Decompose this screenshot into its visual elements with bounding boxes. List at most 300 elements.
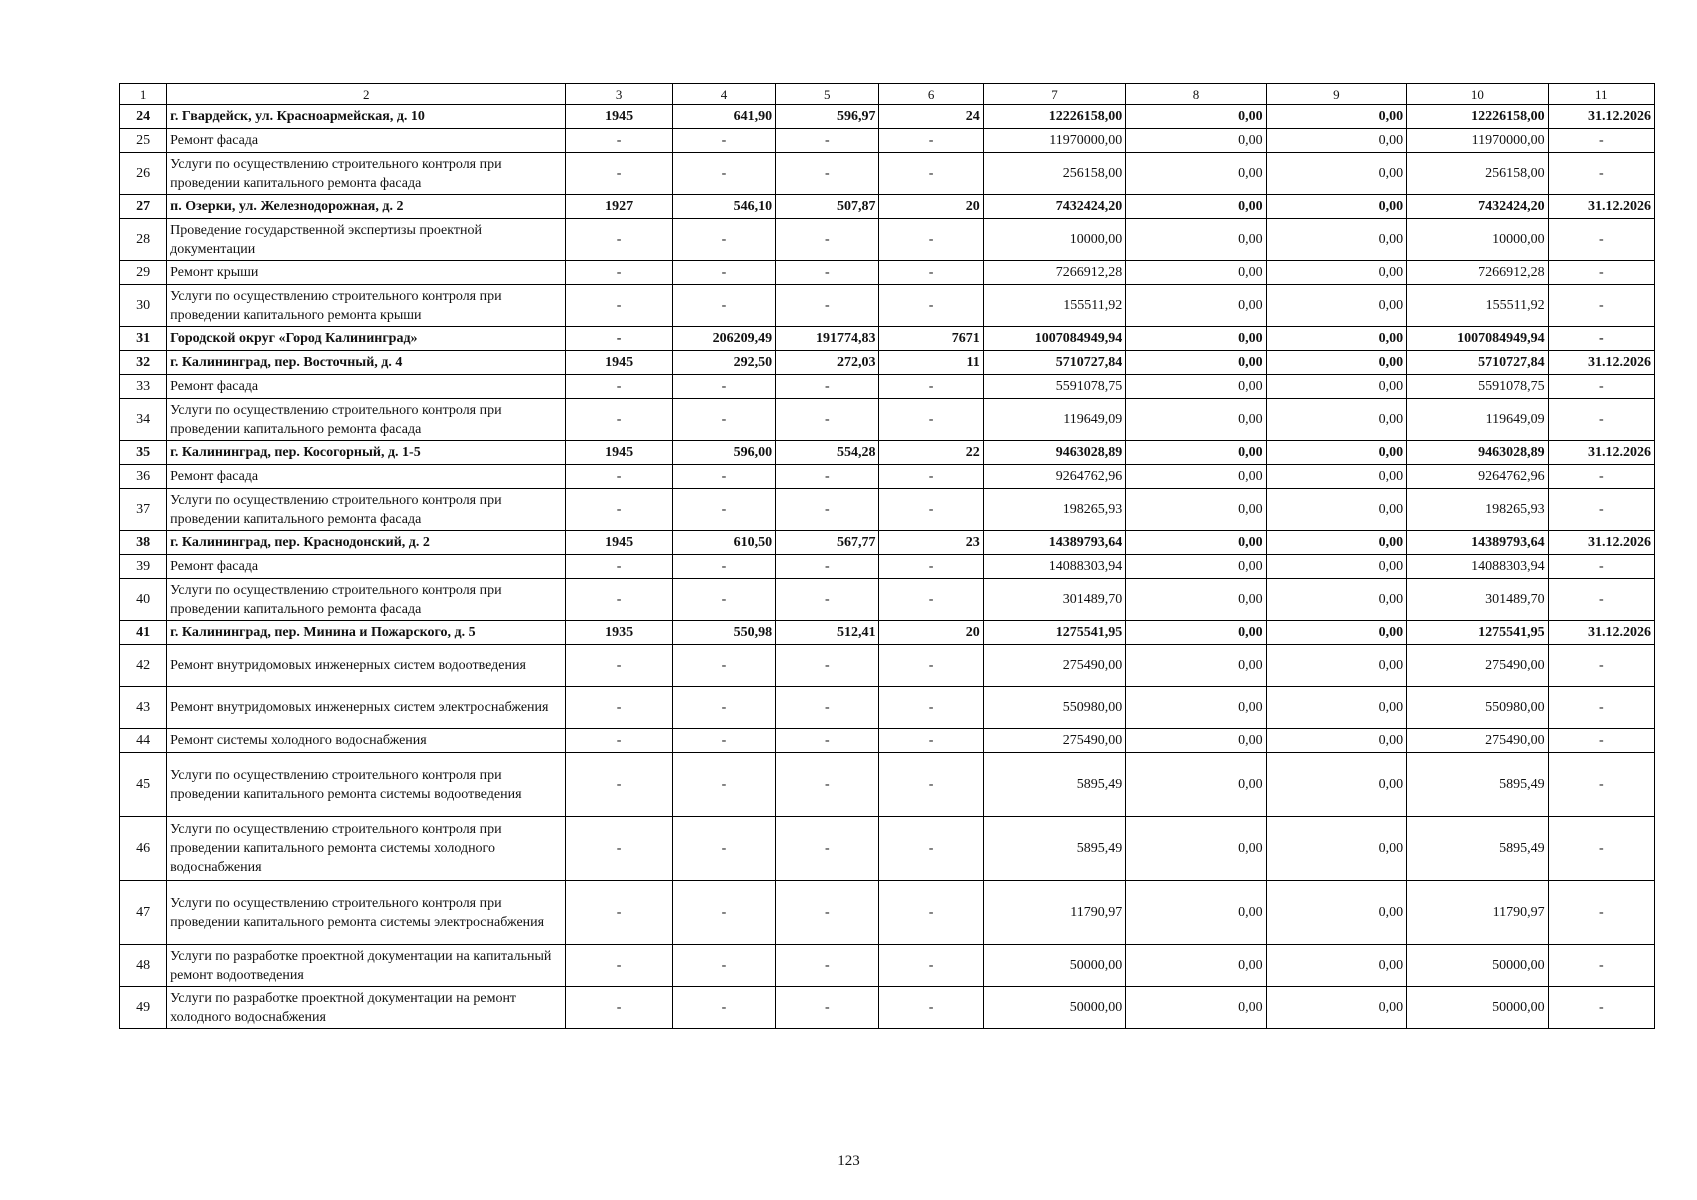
cost-col9-cell: 0,00	[1266, 195, 1406, 219]
row-number-cell: 44	[120, 729, 167, 753]
cost-col8-cell: 0,00	[1126, 945, 1266, 987]
living-area-cell: -	[776, 645, 879, 687]
row-number-cell: 30	[120, 285, 167, 327]
object-name-cell: Услуги по осуществлению строительного контроля при проведении капитального ремонта крыши	[167, 285, 566, 327]
residents-cell: 11	[879, 351, 983, 375]
object-name-cell: Услуги по осуществлению строительного контроля при проведении капитального ремонта фасада	[167, 579, 566, 621]
cost-col8-cell: 0,00	[1126, 153, 1266, 195]
cost-col9-cell: 0,00	[1266, 153, 1406, 195]
year-cell: -	[566, 817, 672, 881]
total-area-cell: -	[672, 687, 775, 729]
cost-col9-cell: 0,00	[1266, 753, 1406, 817]
table-row	[120, 729, 1655, 753]
total-cost-cell: 1275541,95	[983, 621, 1125, 645]
cost-col8-cell: 0,00	[1126, 729, 1266, 753]
total-cost-cell: 9463028,89	[983, 441, 1125, 465]
repair-program-table	[119, 83, 1655, 1029]
header-cell: 10	[1407, 84, 1548, 105]
object-name-cell: Услуги по разработке проектной документации на ремонт холодного водоснабжения	[167, 987, 566, 1029]
header-cell: 6	[879, 84, 983, 105]
cost-col10-cell: 155511,92	[1407, 285, 1548, 327]
table-row	[120, 579, 1655, 621]
total-cost-cell: 50000,00	[983, 987, 1125, 1029]
deadline-cell: -	[1548, 555, 1654, 579]
cost-col10-cell: 12226158,00	[1407, 105, 1548, 129]
total-cost-cell: 14389793,64	[983, 531, 1125, 555]
residents-cell: -	[879, 465, 983, 489]
deadline-cell: -	[1548, 399, 1654, 441]
total-area-cell: -	[672, 375, 775, 399]
total-cost-cell: 5710727,84	[983, 351, 1125, 375]
living-area-cell: -	[776, 817, 879, 881]
residents-cell: -	[879, 399, 983, 441]
residents-cell: -	[879, 753, 983, 817]
living-area-cell: -	[776, 881, 879, 945]
cost-col10-cell: 256158,00	[1407, 153, 1548, 195]
cost-col8-cell: 0,00	[1126, 441, 1266, 465]
table-row	[120, 195, 1655, 219]
cost-col9-cell: 0,00	[1266, 327, 1406, 351]
total-area-cell: 610,50	[672, 531, 775, 555]
row-number-cell: 43	[120, 687, 167, 729]
living-area-cell: -	[776, 987, 879, 1029]
residents-cell: -	[879, 285, 983, 327]
object-name-cell: Услуги по осуществлению строительного контроля при проведении капитального ремонта системы водоотведения	[167, 753, 566, 817]
table-row	[120, 531, 1655, 555]
row-number-cell: 49	[120, 987, 167, 1029]
table-row	[120, 881, 1655, 945]
header-cell: 5	[776, 84, 879, 105]
year-cell: -	[566, 729, 672, 753]
deadline-cell: -	[1548, 129, 1654, 153]
year-cell: -	[566, 987, 672, 1029]
total-area-cell: -	[672, 987, 775, 1029]
year-cell: -	[566, 399, 672, 441]
deadline-cell: -	[1548, 489, 1654, 531]
residents-cell: 7671	[879, 327, 983, 351]
object-name-cell: Проведение государственной экспертизы проектной документации	[167, 219, 566, 261]
cost-col10-cell: 5591078,75	[1407, 375, 1548, 399]
object-name-cell: Услуги по разработке проектной документации на капитальный ремонт водоотведения	[167, 945, 566, 987]
cost-col10-cell: 7432424,20	[1407, 195, 1548, 219]
object-name-cell: г. Калининград, пер. Восточный, д. 4	[167, 351, 566, 375]
row-number-cell: 34	[120, 399, 167, 441]
cost-col8-cell: 0,00	[1126, 399, 1266, 441]
living-area-cell: 567,77	[776, 531, 879, 555]
total-area-cell: 206209,49	[672, 327, 775, 351]
object-name-cell: Услуги по осуществлению строительного контроля при проведении капитального ремонта фасада	[167, 489, 566, 531]
residents-cell: -	[879, 375, 983, 399]
residents-cell: -	[879, 881, 983, 945]
object-name-cell: Услуги по осуществлению строительного контроля при проведении капитального ремонта фасада	[167, 399, 566, 441]
object-name-cell: Ремонт фасада	[167, 555, 566, 579]
residents-cell: -	[879, 729, 983, 753]
row-number-cell: 31	[120, 327, 167, 351]
table-row	[120, 753, 1655, 817]
total-area-cell: 292,50	[672, 351, 775, 375]
cost-col9-cell: 0,00	[1266, 129, 1406, 153]
row-number-cell: 45	[120, 753, 167, 817]
cost-col8-cell: 0,00	[1126, 817, 1266, 881]
residents-cell: -	[879, 129, 983, 153]
deadline-cell: -	[1548, 219, 1654, 261]
row-number-cell: 36	[120, 465, 167, 489]
year-cell: 1935	[566, 621, 672, 645]
total-cost-cell: 5895,49	[983, 817, 1125, 881]
residents-cell: -	[879, 987, 983, 1029]
total-area-cell: -	[672, 399, 775, 441]
cost-col9-cell: 0,00	[1266, 489, 1406, 531]
cost-col8-cell: 0,00	[1126, 753, 1266, 817]
cost-col8-cell: 0,00	[1126, 489, 1266, 531]
total-area-cell: 596,00	[672, 441, 775, 465]
header-cell: 9	[1266, 84, 1406, 105]
living-area-cell: -	[776, 285, 879, 327]
cost-col9-cell: 0,00	[1266, 645, 1406, 687]
cost-col10-cell: 301489,70	[1407, 579, 1548, 621]
cost-col10-cell: 275490,00	[1407, 729, 1548, 753]
year-cell: -	[566, 129, 672, 153]
cost-col10-cell: 14389793,64	[1407, 531, 1548, 555]
object-name-cell: Ремонт фасада	[167, 129, 566, 153]
living-area-cell: -	[776, 465, 879, 489]
cost-col10-cell: 198265,93	[1407, 489, 1548, 531]
cost-col9-cell: 0,00	[1266, 945, 1406, 987]
row-number-cell: 41	[120, 621, 167, 645]
cost-col8-cell: 0,00	[1126, 351, 1266, 375]
residents-cell: -	[879, 555, 983, 579]
object-name-cell: г. Гвардейск, ул. Красноармейская, д. 10	[167, 105, 566, 129]
cost-col9-cell: 0,00	[1266, 687, 1406, 729]
deadline-cell: -	[1548, 285, 1654, 327]
year-cell: -	[566, 753, 672, 817]
object-name-cell: Ремонт внутридомовых инженерных систем водоотведения	[167, 645, 566, 687]
year-cell: -	[566, 261, 672, 285]
page-number: 123	[837, 1153, 860, 1169]
year-cell: -	[566, 285, 672, 327]
cost-col10-cell: 275490,00	[1407, 645, 1548, 687]
residents-cell: -	[879, 219, 983, 261]
total-area-cell: -	[672, 945, 775, 987]
total-area-cell: -	[672, 555, 775, 579]
living-area-cell: -	[776, 753, 879, 817]
cost-col10-cell: 7266912,28	[1407, 261, 1548, 285]
table-row	[120, 327, 1655, 351]
residents-cell: -	[879, 153, 983, 195]
row-number-cell: 39	[120, 555, 167, 579]
cost-col9-cell: 0,00	[1266, 579, 1406, 621]
year-cell: -	[566, 579, 672, 621]
total-area-cell: 546,10	[672, 195, 775, 219]
total-cost-cell: 256158,00	[983, 153, 1125, 195]
cost-col8-cell: 0,00	[1126, 327, 1266, 351]
cost-col10-cell: 9264762,96	[1407, 465, 1548, 489]
deadline-cell: -	[1548, 327, 1654, 351]
total-cost-cell: 11790,97	[983, 881, 1125, 945]
table-row	[120, 817, 1655, 881]
year-cell: 1945	[566, 351, 672, 375]
cost-col8-cell: 0,00	[1126, 645, 1266, 687]
residents-cell: -	[879, 817, 983, 881]
row-number-cell: 32	[120, 351, 167, 375]
object-name-cell: Ремонт фасада	[167, 375, 566, 399]
row-number-cell: 46	[120, 817, 167, 881]
total-cost-cell: 9264762,96	[983, 465, 1125, 489]
table-row	[120, 687, 1655, 729]
row-number-cell: 25	[120, 129, 167, 153]
row-number-cell: 47	[120, 881, 167, 945]
cost-col10-cell: 11970000,00	[1407, 129, 1548, 153]
deadline-cell: 31.12.2026	[1548, 351, 1654, 375]
living-area-cell: 596,97	[776, 105, 879, 129]
year-cell: 1945	[566, 531, 672, 555]
header-cell: 11	[1548, 84, 1654, 105]
cost-col10-cell: 11790,97	[1407, 881, 1548, 945]
deadline-cell: -	[1548, 153, 1654, 195]
deadline-cell: -	[1548, 945, 1654, 987]
object-name-cell: п. Озерки, ул. Железнодорожная, д. 2	[167, 195, 566, 219]
cost-col8-cell: 0,00	[1126, 105, 1266, 129]
total-area-cell: -	[672, 729, 775, 753]
row-number-cell: 28	[120, 219, 167, 261]
total-area-cell: -	[672, 129, 775, 153]
deadline-cell: -	[1548, 261, 1654, 285]
cost-col9-cell: 0,00	[1266, 219, 1406, 261]
table-row	[120, 489, 1655, 531]
cost-col9-cell: 0,00	[1266, 441, 1406, 465]
cost-col9-cell: 0,00	[1266, 105, 1406, 129]
total-cost-cell: 1007084949,94	[983, 327, 1125, 351]
total-area-cell: -	[672, 219, 775, 261]
table-row	[120, 261, 1655, 285]
living-area-cell: -	[776, 375, 879, 399]
cost-col8-cell: 0,00	[1126, 881, 1266, 945]
residents-cell: -	[879, 687, 983, 729]
living-area-cell: 554,28	[776, 441, 879, 465]
total-area-cell: -	[672, 285, 775, 327]
cost-col9-cell: 0,00	[1266, 261, 1406, 285]
total-area-cell: -	[672, 261, 775, 285]
cost-col10-cell: 119649,09	[1407, 399, 1548, 441]
total-cost-cell: 50000,00	[983, 945, 1125, 987]
deadline-cell: 31.12.2026	[1548, 441, 1654, 465]
total-area-cell: -	[672, 579, 775, 621]
residents-cell: 23	[879, 531, 983, 555]
row-number-cell: 29	[120, 261, 167, 285]
cost-col8-cell: 0,00	[1126, 987, 1266, 1029]
living-area-cell: -	[776, 489, 879, 531]
deadline-cell: -	[1548, 753, 1654, 817]
total-cost-cell: 7266912,28	[983, 261, 1125, 285]
total-cost-cell: 119649,09	[983, 399, 1125, 441]
row-number-cell: 33	[120, 375, 167, 399]
residents-cell: -	[879, 645, 983, 687]
year-cell: -	[566, 219, 672, 261]
year-cell: -	[566, 555, 672, 579]
living-area-cell: -	[776, 687, 879, 729]
cost-col10-cell: 1007084949,94	[1407, 327, 1548, 351]
year-cell: -	[566, 465, 672, 489]
residents-cell: -	[879, 945, 983, 987]
living-area-cell: 507,87	[776, 195, 879, 219]
row-number-cell: 35	[120, 441, 167, 465]
cost-col8-cell: 0,00	[1126, 195, 1266, 219]
living-area-cell: 191774,83	[776, 327, 879, 351]
deadline-cell: -	[1548, 465, 1654, 489]
total-cost-cell: 275490,00	[983, 645, 1125, 687]
living-area-cell: 272,03	[776, 351, 879, 375]
cost-col8-cell: 0,00	[1126, 261, 1266, 285]
living-area-cell: -	[776, 945, 879, 987]
deadline-cell: -	[1548, 729, 1654, 753]
row-number-cell: 27	[120, 195, 167, 219]
object-name-cell: Услуги по осуществлению строительного контроля при проведении капитального ремонта системы холодного водоснабжения	[167, 817, 566, 881]
cost-col10-cell: 50000,00	[1407, 945, 1548, 987]
column-number-row	[120, 84, 1655, 105]
cost-col10-cell: 550980,00	[1407, 687, 1548, 729]
total-cost-cell: 5895,49	[983, 753, 1125, 817]
cost-col9-cell: 0,00	[1266, 729, 1406, 753]
object-name-cell: Услуги по осуществлению строительного контроля при проведении капитального ремонта фасада	[167, 153, 566, 195]
header-cell: 4	[672, 84, 775, 105]
cost-col10-cell: 9463028,89	[1407, 441, 1548, 465]
header-cell: 7	[983, 84, 1125, 105]
table-row	[120, 645, 1655, 687]
cost-col10-cell: 5895,49	[1407, 817, 1548, 881]
object-name-cell: г. Калининград, пер. Краснодонский, д. 2	[167, 531, 566, 555]
living-area-cell: -	[776, 129, 879, 153]
table-row	[120, 399, 1655, 441]
object-name-cell: г. Калининград, пер. Косогорный, д. 1-5	[167, 441, 566, 465]
table-row	[120, 351, 1655, 375]
cost-col9-cell: 0,00	[1266, 621, 1406, 645]
total-area-cell: -	[672, 645, 775, 687]
living-area-cell: -	[776, 555, 879, 579]
deadline-cell: -	[1548, 817, 1654, 881]
deadline-cell: 31.12.2026	[1548, 105, 1654, 129]
total-cost-cell: 11970000,00	[983, 129, 1125, 153]
year-cell: -	[566, 489, 672, 531]
cost-col8-cell: 0,00	[1126, 129, 1266, 153]
header-cell: 8	[1126, 84, 1266, 105]
row-number-cell: 37	[120, 489, 167, 531]
object-name-cell: Ремонт крыши	[167, 261, 566, 285]
table-row	[120, 987, 1655, 1029]
living-area-cell: -	[776, 399, 879, 441]
cost-col9-cell: 0,00	[1266, 881, 1406, 945]
table-row	[120, 105, 1655, 129]
cost-col9-cell: 0,00	[1266, 465, 1406, 489]
total-cost-cell: 550980,00	[983, 687, 1125, 729]
cost-col10-cell: 50000,00	[1407, 987, 1548, 1029]
table-row	[120, 555, 1655, 579]
cost-col10-cell: 1275541,95	[1407, 621, 1548, 645]
cost-col8-cell: 0,00	[1126, 219, 1266, 261]
header-cell: 2	[167, 84, 566, 105]
year-cell: 1927	[566, 195, 672, 219]
total-cost-cell: 198265,93	[983, 489, 1125, 531]
year-cell: -	[566, 881, 672, 945]
living-area-cell: -	[776, 219, 879, 261]
residents-cell: 24	[879, 105, 983, 129]
total-cost-cell: 155511,92	[983, 285, 1125, 327]
year-cell: 1945	[566, 105, 672, 129]
deadline-cell: 31.12.2026	[1548, 621, 1654, 645]
total-cost-cell: 7432424,20	[983, 195, 1125, 219]
year-cell: -	[566, 687, 672, 729]
year-cell: -	[566, 645, 672, 687]
cost-col10-cell: 10000,00	[1407, 219, 1548, 261]
total-area-cell: -	[672, 817, 775, 881]
cost-col8-cell: 0,00	[1126, 555, 1266, 579]
deadline-cell: 31.12.2026	[1548, 195, 1654, 219]
total-cost-cell: 12226158,00	[983, 105, 1125, 129]
table-row	[120, 219, 1655, 261]
deadline-cell: -	[1548, 645, 1654, 687]
object-name-cell: Ремонт фасада	[167, 465, 566, 489]
deadline-cell: -	[1548, 881, 1654, 945]
living-area-cell: -	[776, 729, 879, 753]
cost-col10-cell: 5895,49	[1407, 753, 1548, 817]
year-cell: -	[566, 375, 672, 399]
cost-col8-cell: 0,00	[1126, 375, 1266, 399]
object-name-cell: Услуги по осуществлению строительного контроля при проведении капитального ремонта системы электроснабжения	[167, 881, 566, 945]
object-name-cell: Ремонт внутридомовых инженерных систем электроснабжения	[167, 687, 566, 729]
total-area-cell: -	[672, 753, 775, 817]
object-name-cell: Ремонт системы холодного водоснабжения	[167, 729, 566, 753]
header-cell: 3	[566, 84, 672, 105]
table-row	[120, 129, 1655, 153]
living-area-cell: -	[776, 261, 879, 285]
row-number-cell: 42	[120, 645, 167, 687]
deadline-cell: -	[1548, 987, 1654, 1029]
cost-col9-cell: 0,00	[1266, 399, 1406, 441]
cost-col8-cell: 0,00	[1126, 621, 1266, 645]
total-area-cell: -	[672, 489, 775, 531]
cost-col9-cell: 0,00	[1266, 987, 1406, 1029]
total-area-cell: -	[672, 881, 775, 945]
cost-col9-cell: 0,00	[1266, 375, 1406, 399]
cost-col8-cell: 0,00	[1126, 579, 1266, 621]
total-area-cell: 550,98	[672, 621, 775, 645]
table-row	[120, 285, 1655, 327]
year-cell: 1945	[566, 441, 672, 465]
residents-cell: -	[879, 489, 983, 531]
cost-col8-cell: 0,00	[1126, 465, 1266, 489]
year-cell: -	[566, 327, 672, 351]
row-number-cell: 26	[120, 153, 167, 195]
total-cost-cell: 10000,00	[983, 219, 1125, 261]
total-area-cell: 641,90	[672, 105, 775, 129]
residents-cell: 22	[879, 441, 983, 465]
total-cost-cell: 301489,70	[983, 579, 1125, 621]
table-row	[120, 441, 1655, 465]
cost-col9-cell: 0,00	[1266, 351, 1406, 375]
cost-col9-cell: 0,00	[1266, 285, 1406, 327]
row-number-cell: 40	[120, 579, 167, 621]
year-cell: -	[566, 153, 672, 195]
residents-cell: -	[879, 261, 983, 285]
object-name-cell: г. Калининград, пер. Минина и Пожарского, д. 5	[167, 621, 566, 645]
cost-col9-cell: 0,00	[1266, 555, 1406, 579]
table-row	[120, 621, 1655, 645]
row-number-cell: 38	[120, 531, 167, 555]
cost-col8-cell: 0,00	[1126, 285, 1266, 327]
residents-cell: 20	[879, 621, 983, 645]
row-number-cell: 48	[120, 945, 167, 987]
living-area-cell: 512,41	[776, 621, 879, 645]
cost-col10-cell: 5710727,84	[1407, 351, 1548, 375]
